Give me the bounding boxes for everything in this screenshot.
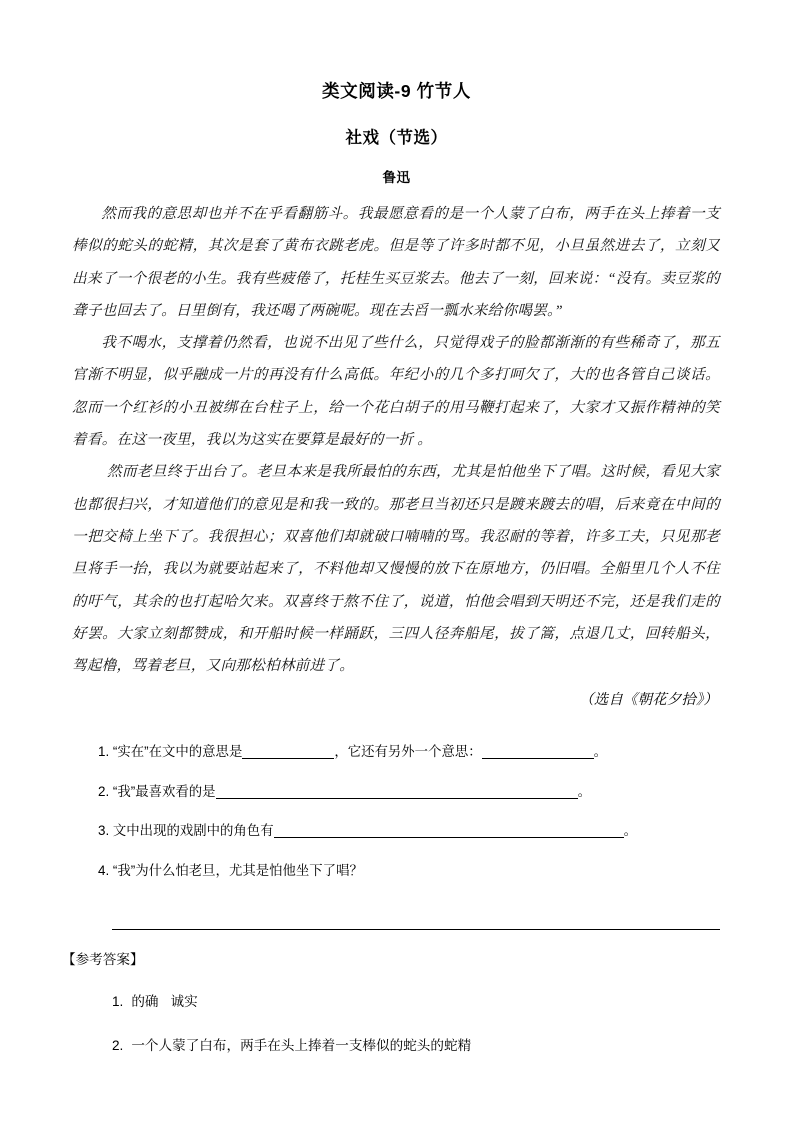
answer-number: 1.	[112, 994, 124, 1009]
question-item-3	[98, 820, 728, 841]
question-period: 。	[623, 823, 637, 838]
page-title: 类文阅读-9 竹节人	[322, 81, 471, 101]
question-text-middle: ，它还有另外一个意思：	[334, 744, 482, 759]
passage-paragraph-3: 然而老旦终于出台了。老旦本来是我所最怕的东西，尤其是怕他坐下了唱。这时候，看见大家也都很扫兴，才知道他们的意见是和我一致的。那老旦当初还只是踱来踱去的唱，后来竟在中间的一把交椅上坐下了。我很担心；双喜他们却就破口喃喃的骂。我忍耐的等着，许多工夫，只见那老旦将手一抬，我以为就要站起来了，不料他却又慢慢的放下在原地方，仍旧唱。全船里几个人不住的吁气，其余的也打起哈欠来。双喜终于熬不住了，说道，怕他会唱到天明还不完，还是我们走的好罢。大家立刻都赞成，和开船时候一样踊跃，三四人径奔船尾，拔了篙，点退几丈，回转船头，驾起橹，骂着老旦，又向那松柏林前进了。	[72, 464, 720, 675]
question-number: 4.	[98, 862, 110, 878]
answer-text-a: 一个人蒙了白布，两手在头上捧着一支棒似的蛇头的蛇精	[131, 1038, 472, 1053]
answer-blank-1b[interactable]	[482, 744, 594, 759]
passage-author: 鲁迅	[382, 170, 411, 185]
question-text: 文中出现的戏剧中的角色有	[112, 823, 274, 838]
answer-key-title: 【参考答案】	[62, 952, 144, 967]
question-number: 1.	[98, 744, 110, 759]
answer-blank-2[interactable]	[216, 784, 578, 799]
question-text: “我”最喜欢看的是	[112, 783, 216, 799]
passage-subtitle: 社戏（节选）	[345, 129, 448, 147]
reading-passage	[72, 198, 720, 716]
answer-key-item-1	[112, 992, 742, 1012]
question-period: 。	[577, 783, 591, 799]
question-item-2	[98, 781, 728, 802]
answer-key-section	[62, 950, 742, 1080]
answer-text-a: 的确	[131, 994, 159, 1009]
answer-text-b: 诚实	[170, 994, 198, 1009]
passage-paragraph-1: 然而我的意思却也并不在乎看翻筋斗。我最愿意看的是一个人蒙了白布，两手在头上捧着一支棒似的蛇头的蛇精，其次是套了黄布衣跳老虎。但是等了许多时都不见，小旦虽然进去了，立刻又出来了一个很老的小生。我有些疲倦了，托桂生买豆浆去。他去了一刻，回来说：“没有。卖豆浆的聋子也回去了。日里倒有，我还喝了两碗呢。现在去舀一瓢水来给你喝罢。”	[72, 206, 720, 319]
passage-source: （选自《朝花夕拾》）	[579, 692, 718, 709]
question-text: “实在”在文中的意思是	[112, 744, 243, 759]
question-number: 3.	[98, 823, 110, 838]
answer-blank-1a[interactable]	[242, 744, 334, 759]
answer-blank-3[interactable]	[274, 823, 624, 838]
question-item-4	[98, 860, 728, 881]
question-text: “我”为什么怕老旦，尤其是怕他坐下了唱？	[112, 862, 363, 878]
question-number: 2.	[98, 783, 110, 799]
question-period: 。	[593, 744, 608, 759]
section-divider	[112, 929, 720, 930]
passage-paragraph-2: 我不喝水，支撑着仍然看，也说不出见了些什么，只觉得戏子的脸都渐渐的有些稀奇了，那五官渐不明显，似乎融成一片的再没有什么高低。年纪小的几个多打呵欠了，大的也各管自己谈话。忽而一个红衫的小丑被绑在台柱子上，给一个花白胡子的用马鞭打起来了，大家才又振作精神的笑着看。在这一夜里，我以为这实在要算是最好的一折 。	[72, 335, 720, 449]
answer-key-item-2	[112, 1036, 742, 1056]
question-item-1	[98, 741, 728, 762]
answer-number: 2.	[112, 1038, 124, 1053]
question-list	[98, 741, 728, 899]
